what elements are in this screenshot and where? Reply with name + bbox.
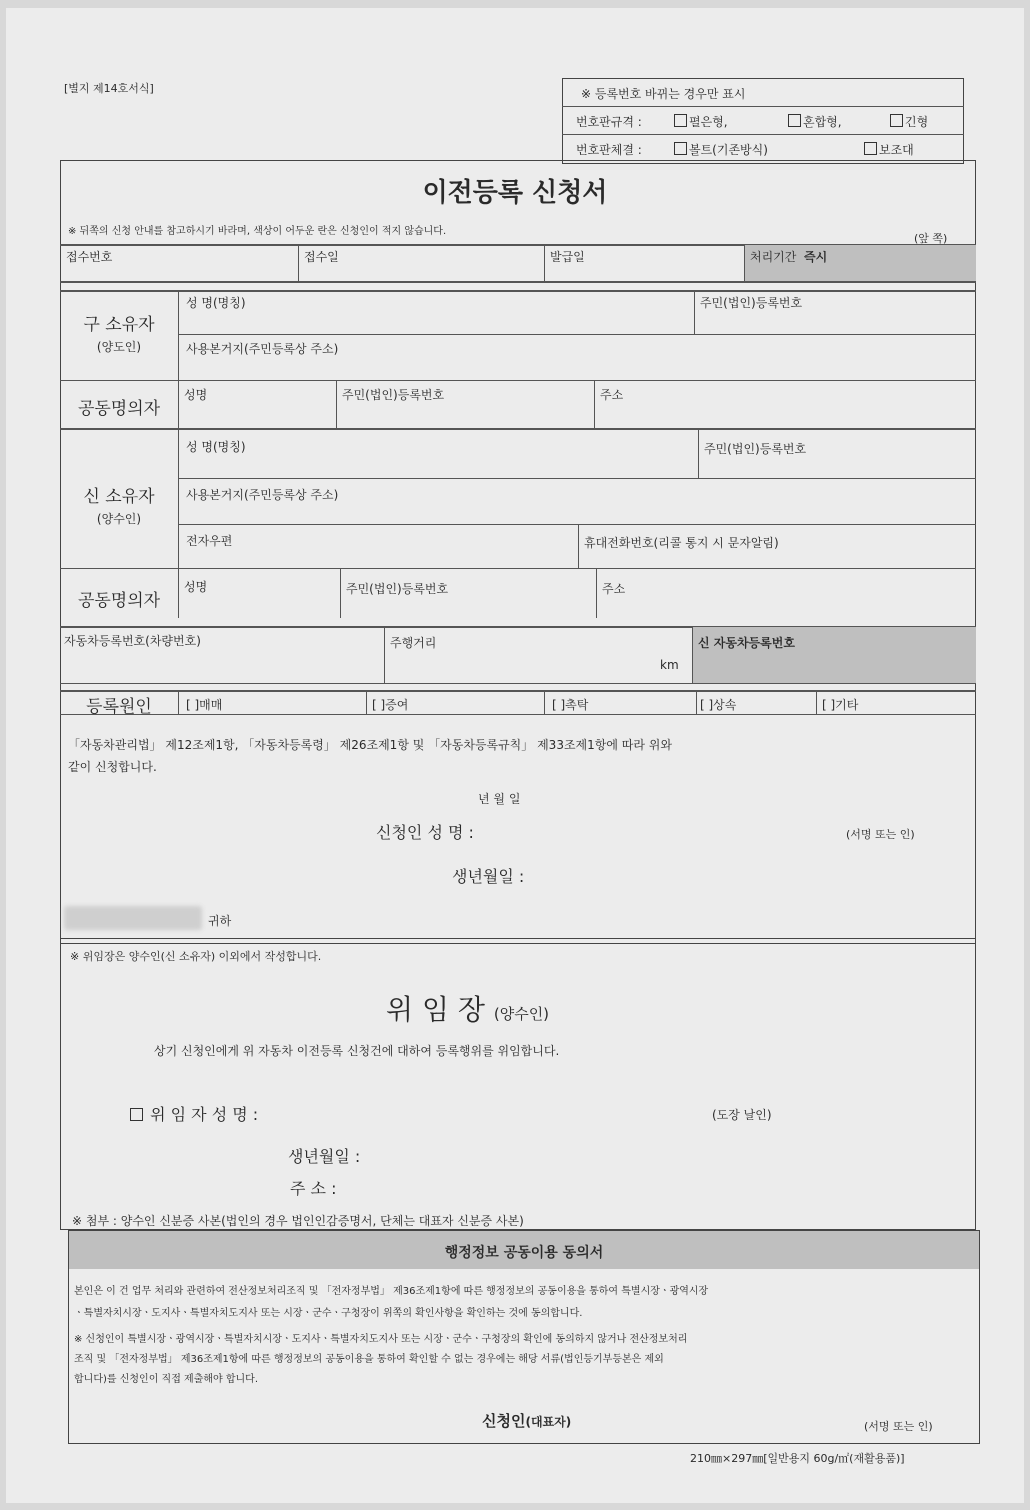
recipient-suffix: 귀하 <box>208 914 232 928</box>
new-owner-phone-field[interactable]: 휴대전화번호(리콜 통지 시 문자알림) <box>584 536 779 550</box>
delegation-frame <box>60 938 976 1230</box>
seal-note: (도장 날인) <box>712 1108 772 1122</box>
new-owner-regno-field[interactable]: 주민(법인)등록번호 <box>704 442 807 456</box>
consent-line4: 조직 및 「전자정부법」 제36조제1항에 따른 행정정보의 공동이용을 통하여 확인할 수 없는 경우에는 해당 서류(법인등기부등본은 제외 <box>74 1354 664 1365</box>
legal-basis-line1: 「자동차관리법」 제12조제1항, 「자동차등록령」 제26조제1항 및 「자동차등록규칙」 제33조제1항에 따라 위와 <box>68 738 672 752</box>
reason-option-inheritance[interactable]: [ ]상속 <box>700 698 737 712</box>
old-owner-name-field[interactable]: 성 명(명칭) <box>186 296 246 310</box>
attachment-note: ※ 첨부 : 양수인 신분증 사본(법인의 경우 법인인감증명서, 단체는 대표자 신분증 사본) <box>72 1214 524 1228</box>
reason-option-gift[interactable]: [ ]증여 <box>372 698 409 712</box>
applicant-sign-note: (서명 또는 인) <box>846 828 915 841</box>
delegation-title: 위 임 장 (양수인) <box>386 993 550 1026</box>
mileage-field[interactable]: 주행거리 <box>390 636 437 650</box>
reason-option-commission[interactable]: [ ]촉탁 <box>552 698 589 712</box>
checkbox-icon[interactable] <box>788 114 801 127</box>
applicant-name-label[interactable]: 신청인 성 명 : <box>376 823 474 842</box>
consent-line3: ※ 신청인이 특별시장ㆍ광역시장ㆍ특별자치시장ㆍ도지사ㆍ특별자치도지사 또는 시장ㆍ군수ㆍ구청장의 확인에 동의하지 않거나 전산정보처리 <box>74 1334 688 1345</box>
receipt-date-label: 접수일 <box>304 250 339 264</box>
old-co-owner-heading: 공동명의자 <box>77 399 161 419</box>
consent-sign-note: (서명 또는 인) <box>864 1420 933 1433</box>
old-owner-sub: (양도인) <box>96 340 142 354</box>
consent-line5: 합니다)를 신청인이 직접 제출해야 합니다. <box>74 1374 259 1385</box>
new-co-owner-address-field[interactable]: 주소 <box>602 582 626 596</box>
new-owner-heading: 신 소유자 <box>83 487 155 507</box>
checkbox-icon[interactable] <box>674 114 687 127</box>
guide-note: ※ 뒤쪽의 신청 안내를 참고하시기 바라며, 색상이 어두운 란은 신청인이 적지 않습니다. <box>68 226 447 237</box>
legal-basis-line2: 같이 신청합니다. <box>68 760 157 774</box>
plate-note-text: ※ 등록번호 바뀌는 경우만 표시 <box>581 87 746 101</box>
delegation-note: ※ 위임장은 양수인(신 소유자) 이외에서 작성합니다. <box>70 950 322 963</box>
checkbox-icon[interactable] <box>890 114 903 127</box>
old-owner-heading: 구 소유자 <box>83 315 155 335</box>
new-owner-address-field[interactable]: 사용본거지(주민등록상 주소) <box>186 488 339 502</box>
receipt-number-label: 접수번호 <box>66 250 113 264</box>
old-co-owner-name-field[interactable]: 성명 <box>184 388 208 402</box>
plate-fasten-option[interactable]: 보조대 <box>864 141 914 158</box>
mileage-unit: km <box>660 658 679 672</box>
checkbox-icon[interactable] <box>674 142 687 155</box>
new-owner-name-field[interactable]: 성 명(명칭) <box>186 440 246 454</box>
plate-fasten-label: 번호판체결 : <box>576 143 642 157</box>
checkbox-icon[interactable] <box>130 1108 143 1121</box>
checkbox-icon[interactable] <box>864 142 877 155</box>
old-owner-regno-field[interactable]: 주민(법인)등록번호 <box>700 296 803 310</box>
delegate-name-label[interactable]: 위 임 자 성 명 : <box>130 1102 258 1125</box>
paper-spec: 210㎜×297㎜[일반용지 60g/㎡(재활용품)] <box>690 1452 905 1465</box>
plate-spec-label: 번호판규격 : <box>576 115 642 129</box>
applicant-birth-label[interactable]: 생년월일 : <box>452 867 525 886</box>
consent-line2: ㆍ특별자치시장ㆍ도지사ㆍ특별자치도지사 또는 시장ㆍ군수ㆍ구청장이 위쪽의 확인사항을 확인하는 것에 동의합니다. <box>74 1308 583 1319</box>
form-page <box>6 8 1024 1503</box>
vehicle-regno-field[interactable]: 자동차등록번호(차량번호) <box>64 634 201 648</box>
plate-spec-option[interactable]: 긴형 <box>890 113 928 130</box>
form-title: 이전등록 신청서 <box>422 178 608 208</box>
plate-spec-option[interactable]: 펼은형, <box>674 113 728 130</box>
consent-title: 행정정보 공동이용 동의서 <box>444 1245 604 1261</box>
new-co-owner-heading: 공동명의자 <box>77 591 161 611</box>
delegation-text: 상기 신청인에게 위 자동차 이전등록 신청건에 대하여 등록행위를 위임합니다. <box>154 1044 560 1058</box>
reason-option-other[interactable]: [ ]기타 <box>822 698 859 712</box>
delegate-birth-label[interactable]: 생년월일 : <box>288 1147 361 1166</box>
old-co-owner-regno-field[interactable]: 주민(법인)등록번호 <box>342 388 445 402</box>
reason-option-sale[interactable]: [ ]매매 <box>186 698 223 712</box>
plate-spec-option[interactable]: 혼합형, <box>788 113 842 130</box>
issue-date-label: 발급일 <box>550 250 585 264</box>
old-owner-address-field[interactable]: 사용본거지(주민등록상 주소) <box>186 342 339 356</box>
reason-heading: 등록원인 <box>86 697 152 717</box>
application-date[interactable]: 년 월 일 <box>478 792 521 806</box>
plate-fasten-option[interactable]: 볼트(기존방식) <box>674 141 768 158</box>
delegate-address-label[interactable]: 주 소 : <box>290 1179 337 1198</box>
new-owner-email-field[interactable]: 전자우편 <box>186 534 233 548</box>
old-co-owner-address-field[interactable]: 주소 <box>600 388 624 402</box>
recipient-redacted <box>64 906 202 930</box>
new-co-owner-name-field[interactable]: 성명 <box>184 580 208 594</box>
page-side: (앞 쪽) <box>914 232 948 245</box>
new-co-owner-regno-field[interactable]: 주민(법인)등록번호 <box>346 582 449 596</box>
processing-period-label: 처리기간 즉시 <box>750 250 828 264</box>
new-reg-no-label: 신 자동차등록번호 <box>698 636 795 650</box>
consent-line1: 본인은 이 건 업무 처리와 관련하여 전산정보처리조직 및 「전자정부법」 제36조제1항에 따른 행정정보의 공동이용을 통하여 특별시장ㆍ광역시장 <box>74 1286 709 1297</box>
new-owner-sub: (양수인) <box>96 512 142 526</box>
form-number: [별지 제14호서식] <box>64 82 154 95</box>
consent-applicant-label[interactable]: 신청인(대표자) <box>482 1412 572 1430</box>
